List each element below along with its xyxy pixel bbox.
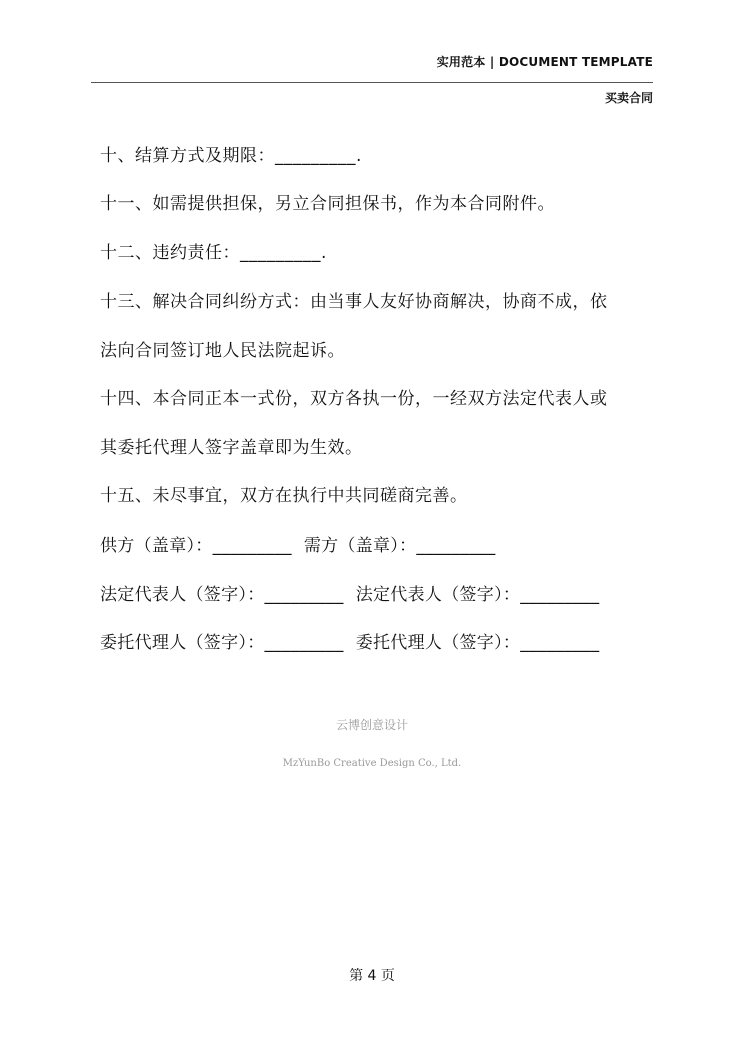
signature-row-seal <box>100 535 660 557</box>
supplier-legal-rep-field: 法定代表人（签字）：_________ <box>100 585 344 605</box>
clause-10: 十、结算方式及期限：_________. <box>100 146 362 166</box>
clause-14-line-2: 其委托代理人签字盖章即为生效。 <box>100 438 363 458</box>
buyer-agent-field: 委托代理人（签字）：_________ <box>355 633 600 653</box>
supplier-seal-field: 供方（盖章）：_________ <box>100 536 292 556</box>
buyer-seal-field: 需方（盖章）：_________ <box>303 536 496 556</box>
company-name-cn: 云博创意设计 <box>335 718 408 732</box>
signature-row-agent <box>100 632 660 654</box>
clause-13-line-1: 十三、解决合同纠纷方式：由当事人友好协商解决，协商不成，依 <box>100 292 608 312</box>
clause-14-line-1: 十四、本合同正本一式份，双方各执一份，一经双方法定代表人或 <box>100 389 608 409</box>
clause-13-line-2: 法向合同签订地人民法院起诉。 <box>100 341 345 361</box>
supplier-agent-field: 委托代理人（签字）：_________ <box>100 633 344 653</box>
signature-row-legal-rep <box>100 584 660 606</box>
clause-15: 十五、未尽事宜，双方在执行中共同磋商完善。 <box>100 486 468 506</box>
clause-11: 十一、如需提供担保，另立合同担保书，作为本合同附件。 <box>100 194 555 214</box>
document-type: 买卖合同 <box>604 91 653 105</box>
header-divider <box>91 82 653 83</box>
header-title: 实用范本 | DOCUMENT TEMPLATE <box>436 55 653 69</box>
buyer-legal-rep-field: 法定代表人（签字）：_________ <box>355 585 600 605</box>
company-name-en: MzYunBo Creative Design Co., Ltd. <box>282 758 462 769</box>
clause-12: 十二、违约责任：_________. <box>100 243 327 263</box>
page-number: 第 4 页 <box>349 968 395 984</box>
